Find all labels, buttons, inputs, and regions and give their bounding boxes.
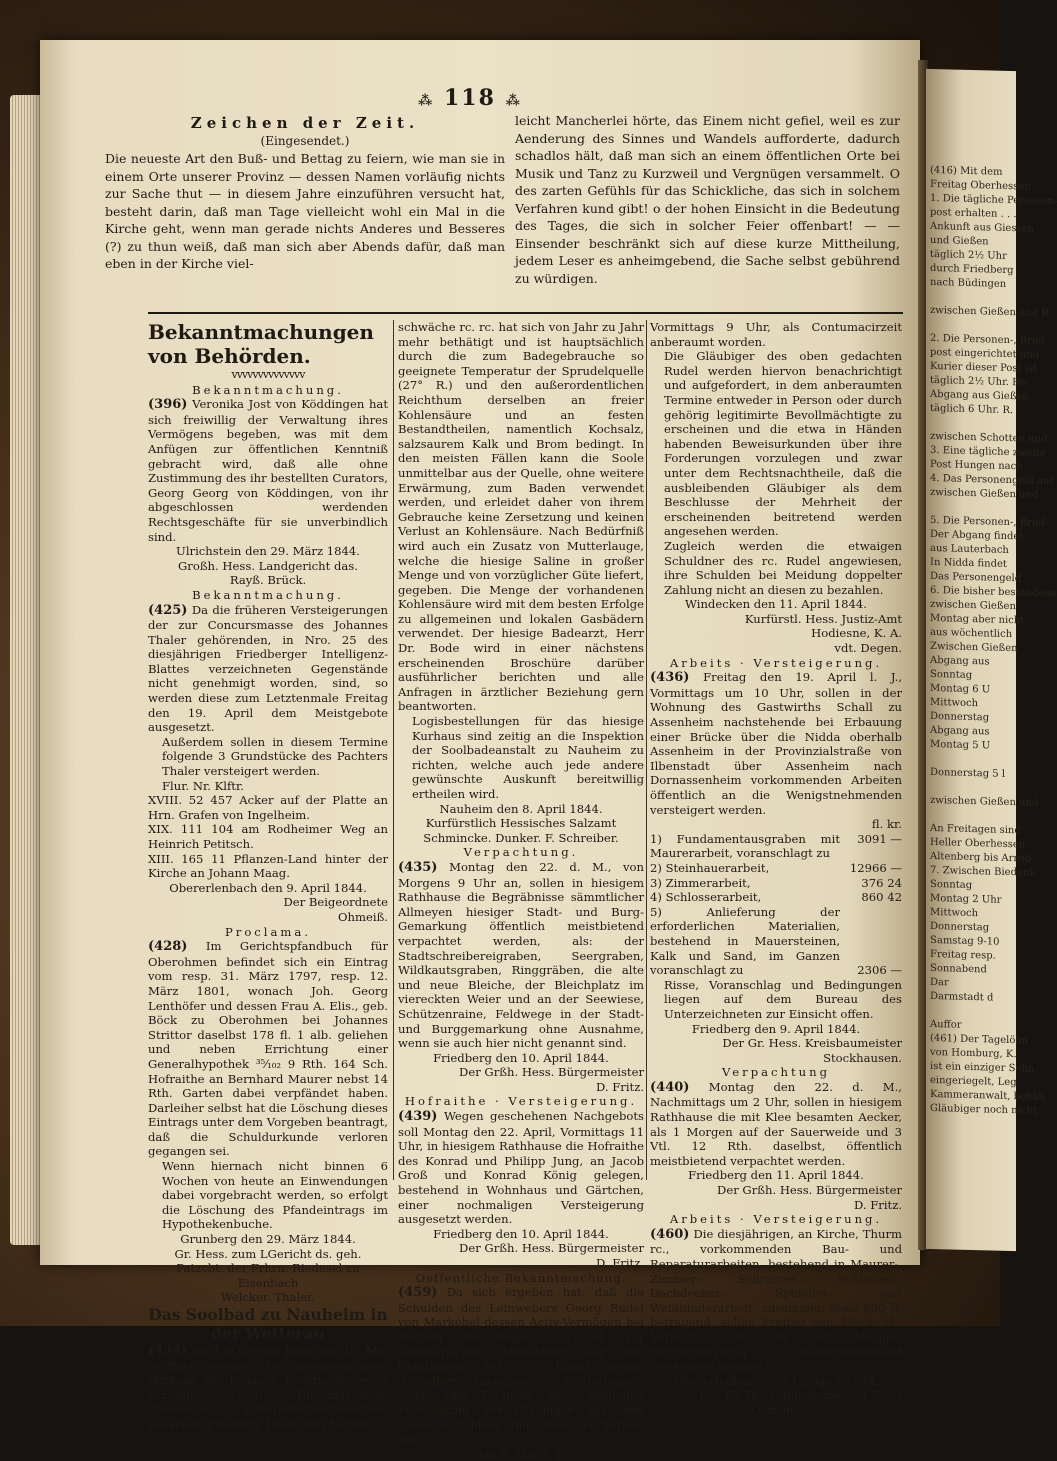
notice-number: (439) — [398, 1109, 438, 1125]
right-page-line: Ankunft aus Giessen — [930, 220, 1034, 235]
column-divider-2 — [646, 320, 647, 1180]
cost-label: 3) Zimmerarbeit, — [650, 875, 751, 890]
cost-label: 1) Fundamentausgraben mit Maurerarbeit, voranschlagt zu — [650, 831, 840, 861]
right-page-line: post eingerichtet und — [930, 346, 1040, 361]
right-page-line: eingeriegelt, Leg. — [930, 1074, 1020, 1089]
notice-title: Bekanntmachung. — [192, 587, 344, 602]
decorative-rule: ᴠᴠᴠᴠᴠᴠᴠᴠᴠᴠᴠᴠᴠᴠ — [231, 368, 305, 381]
article-text-right: leicht Mancherlei hörte, das Einem nicht gefiel, weil es zur Aenderung des Sinnes und Wandels aufforderte, dadurch schadlos hält, daß man sich an einem öffentlichen Orte bei Musik und Tanz zu Kurzweil und Vergnügen versammelt. O des zarten Gefühls für das Schickliche, das sich in solchem Verfahren kund gibt! o der hohen Einsicht in die Bedeutung des Tages, die sich in solcher Feier offenbart! — — Einsender beschränkt sich auf diese kurze Mittheilung, jedem Leser es anheimgebend, die Sache selbst gebührend zu würdigen. — [515, 113, 900, 286]
notice-date: den 9. Mai d. J., — [474, 1446, 568, 1461]
right-page-line: Sonntag — [930, 878, 973, 892]
parcel-row: XIX. 111 104 am Rodheimer Weg an Heinrich Petitsch. — [148, 822, 388, 851]
top-article-left — [105, 115, 505, 273]
notice-title: Arbeits · Versteigerung. — [669, 655, 883, 670]
notice-number: (425) — [148, 602, 188, 618]
notice-authority: Gr. Hess. zum LGericht ds. geh. — [174, 1246, 362, 1261]
notice-number: (435) — [398, 859, 438, 875]
notice-place-date: Obererlenbach den 9. April 1844. — [169, 880, 367, 895]
right-page-line: Auffor — [930, 1018, 962, 1031]
notice-authority: Patzcht. der Frhrn. Riedesel zu Eisenbach — [176, 1261, 360, 1290]
right-page-line: 1. Die tägliche Personen- — [930, 192, 1057, 208]
right-page-line: Kurier dieser Post ist — [930, 360, 1038, 375]
notice-heading: Das Soolbad zu Nauheim in der Wetterau — [148, 1305, 388, 1343]
column-1 — [148, 320, 388, 1432]
parcel-table-head: Flur. Nr. Klftr. — [162, 778, 244, 793]
right-page-line: Donnerstag — [930, 710, 990, 724]
right-page-line: von Homburg, K. — [930, 1046, 1017, 1061]
header-ornament-right: ⁂ — [505, 93, 522, 109]
right-page-line: Mittwoch — [930, 696, 979, 710]
notice-place-date: Grunberg den 29. März 1844. — [180, 1232, 356, 1247]
cost-value: 860 42 — [861, 890, 902, 905]
notice-place-date: Friedberg den 10. April 1844. — [433, 1226, 609, 1241]
notice-number: (459) — [398, 1285, 438, 1301]
parcel-row: XVIII. 52 457 Acker auf der Platte an Hrn. Grafen von Ingelheim. — [148, 793, 388, 822]
notice-place-date: Friedberg den 11. April 1844. — [688, 1168, 864, 1183]
right-page-line: (461) Der Tagelöhn — [930, 1032, 1029, 1047]
notice-text: schwäche rc. rc. hat sich von Jahr zu Jahr mehr bethätigt und ist hauptsächlich durch die zum Badegebrauche so geeignete Temperatur der Sprudelquelle (27° R.) und den außerordentlichen Reichthum derselben an freier Kohlensäure und an festen Bestandtheilen, namentlich Kochsalz, salzsaurem Kalk und Brom bedingt. In den meisten Fällen kann die Soole unmittelbar aus der Quelle, ohne weitere Erwärmung, zum Baden verwendet werden, und erleidet daher von ihrem Gebrauche keine Zersetzung und keinen Verlust an Kohlensäure. Nach Bedürfniß wird auch ein Zusatz von Mutterlauge, welche die hiesige Saline in großer Menge und von vorzüglicher Güte liefert, gegeben. Die Menge der vorhandenen Kohlensäure wird mit dem besten Erfolge zu allgemeinen und lokalen Gasbädern verwendet. Der hiesige Badearzt, Herr Dr. Bode wird in einer nächstens erscheinenden Broschüre darüber ausführlicher berichten und alle Anfragen in ärztlicher Beziehung gern beantworten. — [398, 320, 644, 714]
notice-place-date: Nauheim den 8. April 1844. — [439, 801, 603, 816]
notice-place-date: Friedberg den 10. April 1844. — [433, 1050, 609, 1065]
cost-item — [650, 832, 902, 861]
notice-authority: Großh. Hess. Landgericht das. — [178, 558, 358, 573]
notice-text: Die diesjährigen, an Kirche, Thurm rc., vorkommenden Bau- und Reparaturarbeiten, bestehend in Maurer-, Zimmer-, Schreiner-, Schlosser-, Dachdecker-, Spengler- und Weißbinderarbeit, zusammen etwa 600 fl. betragend, sollen Freitag den 19. d. M., Vormittags 9 Uhr, auf hiesiger Bürgermeisterei wenigstnehmend versteigert werden. — [650, 1226, 902, 1374]
notice-place-date: Ulrichstein den 29. März 1844. — [176, 544, 360, 559]
right-page-line: aus Lauterbach — [930, 542, 1009, 556]
right-page-line: Samstag 9-10 — [930, 934, 1000, 948]
notice-number: (396) — [148, 397, 188, 413]
notice-authority: Der Grßh. Hess. Bürgermeister — [459, 1065, 644, 1080]
right-page-line: Altenberg bis Arnsb. — [930, 850, 1035, 865]
notice-text: Da sich ergeben hat, daß die Schulden des Leinwebers Georg Rudel von Markobel dessen Activ-Vermögen bei Weitem übersteigen, so ist zur summarischen Anmeldung der den Gläubigern des rc. Rudel gegen denselben zustehenden Forderungen, sowie zum Versuche einer gütlichen Vereinigung der Gläubiger mit dem Gemeinschuldner und unter sich Termin auf — [398, 1285, 644, 1447]
cost-item — [650, 876, 902, 891]
cost-value: 376 24 — [861, 875, 902, 890]
right-page-line: durch Friedberg — [930, 262, 1014, 277]
notice-text: wird in diesem Jahre am 15. Mai eröffnet werden. Die ausgezeichnete Wirkung der hiesigen Soolquelle gegen Scrofeln, Gicht, Rheumatismus, chronische Unterleibsbeschwerden, bösartige Flechten, Haut- und Nerven- — [148, 1343, 388, 1431]
notice-place-date: Windecken den 11. April 1844. — [685, 597, 867, 612]
notice-text: Zugleich werden die etwaigen Schuldner des rc. Rudel angewiesen, ihre Schulden bei Meidung doppelter Zahlung nicht an diesen zu bezahlen. — [664, 538, 902, 597]
right-page-line: Heller Oberhessen — [930, 836, 1026, 851]
notice-signature: D. Fritz. — [596, 1079, 644, 1094]
notice-place-date: Obererlenbach den 12. April 1844. — [673, 1373, 879, 1388]
right-page-line: ist ein einziger Sohn — [930, 1060, 1035, 1075]
right-page-line: 2. Die Personen-, Brief- — [930, 332, 1048, 348]
right-page-line: zwischen Gießen — [930, 598, 1016, 613]
notice-title: Hofraithe · Versteigerung. — [404, 1094, 638, 1109]
notice-title: Verpachtung — [721, 1065, 831, 1080]
right-page-line: 5. Die Personen-, Brief- — [930, 514, 1048, 530]
right-page-line: zwischen Gießen und — [930, 486, 1039, 501]
notice-text: Montag den 22. d. M., Nachmittags um 2 Uhr, sollen in hiesigem Rathhause die mit Klee besamten Aecker, als 1 Morgen auf der Sauerweide und 3 Vtl. 12 Rth. daselbst, öffentlich meistbietend verpachtet werden. — [650, 1079, 902, 1168]
cost-value: 2306 — — [857, 963, 902, 978]
right-page-line: 4. Das Personengeld auf — [930, 472, 1054, 488]
right-page-line: Post Hungen nach — [930, 458, 1023, 473]
notice-title: Verpachtung. — [463, 845, 579, 860]
right-page-line: täglich 2½ Uhr. Re- — [930, 374, 1029, 389]
notice-text: Montag den 22. d. M., von Morgens 9 Uhr an, sollen in hiesigem Rathhause die Begräbnisse sämmtlicher Allmeyen hiesiger Stadt- und Burg-Gemarkung öffentlich meistbietend verpachtet werden, als: der Stadtschreibereigraben, Seergraben, Wildkautsgraben, Ringgräben, die alte und neue Bleiche, der Bleichplatz im viereckten Weier und an der Seewiese, Schützenraine, Feldwege in der Stadt- und Burggemarkung ohne Ausnahme, wenn sie auch hier nicht genannt sind. — [398, 859, 644, 1051]
right-page-line: zwischen Gießen und — [930, 794, 1039, 809]
cost-item — [650, 905, 902, 978]
cost-value: 12966 — — [849, 860, 902, 875]
right-page-line: täglich 2½ Uhr — [930, 248, 1007, 262]
notice-signature: Ohmeiß. — [751, 1402, 801, 1417]
notice-text: Da die früheren Versteigerungen der zur Concursmasse des Johannes Thaler gehörenden, in Nro. 25 des diesjährigen Friedberger Intelligenz-Blattes verzeichneten Gegenstände nicht genehmigt worden, sind, so werden diese zum Letztenmale Freitag den 19. April dem Meistgebote ausgesetzt. — [148, 602, 389, 735]
right-page-line: Freitag Oberhessen — [930, 178, 1031, 193]
notice-signature: Stockhausen. — [823, 1050, 902, 1065]
notice-authority: Der Grßh. Hess. Bürgermeister — [717, 1183, 902, 1198]
notice-title: Arbeits · Versteigerung. — [669, 1212, 883, 1227]
article-text-left: Die neueste Art den Buß- und Bettag zu feiern, wie man sie in einem Orte unserer Provinz — dessen Namen vorläufig nichts zur Sache thut — in diesem Jahre einzuführen versucht hat, besteht darin, daß man Tage vielleicht wohl ein Mal in die Kirche geht, wenn man gerade nichts Anderes und Besseres (?) zu thun weiß, daß man sich aber Abends dafür, daß man eben in der Kirche viel- — [105, 151, 505, 271]
top-article-right — [515, 112, 900, 287]
notice-text: Risse, Voranschlag und Bedingungen liegen auf dem Bureau des Unterzeichneten zur Einsicht offen. — [664, 977, 902, 1021]
right-page-line: 7. Zwischen Biedenk. — [930, 864, 1039, 879]
notice-signature: Welcker. Thaler. — [220, 1290, 316, 1305]
notice-authority: Der Gr. Hess. Bürgermeister-Vicar — [699, 1388, 902, 1403]
column-2 — [398, 320, 644, 1461]
page-number: 118 — [444, 85, 496, 111]
column-3 — [650, 320, 902, 1418]
notice-title: Bekanntmachung. — [192, 382, 344, 397]
right-page-line: Der Abgang findet — [930, 528, 1024, 543]
right-page-line: Gläubiger noch nicht — [930, 1102, 1037, 1117]
right-page-line: In Nidda findet — [930, 556, 1007, 570]
right-page-line: aus wöchentlich — [930, 626, 1013, 641]
header-ornament-left: ⁂ — [418, 93, 435, 109]
right-page-line: zwischen Gießen und R. — [930, 304, 1053, 320]
right-page-line: Abgang aus Gießen — [930, 388, 1029, 403]
right-page-text — [926, 69, 1057, 1118]
notice-title: Oeffentliche Bekanntmachung. — [415, 1270, 627, 1285]
right-page-line: An Freitagen sind — [930, 822, 1021, 837]
right-page-line: Abgang aus — [930, 654, 990, 668]
notice-authority: Der Beigeordnete — [283, 895, 388, 910]
cost-value: 3091 — — [857, 831, 902, 846]
cost-label: 4) Schlosserarbeit, — [650, 890, 762, 905]
section-heading: Bekanntmachungen von Behörden. — [148, 320, 374, 368]
right-page-line: post erhalten . . . — [930, 206, 1017, 221]
right-page-line: Mittwoch — [930, 906, 979, 920]
notice-text: Die Gläubiger des oben gedachten Rudel werden hiervon benachrichtigt und aufgefordert, in dem anberaumten Termine entweder in Person oder durch gehörig legitimirte Bevollmächtigte zu erscheinen und die etwa in Händen habenden Beweisurkunden über ihre Forderungen vorzulegen und zwar unter dem Rechtsnachtheile, daß die ausbleibenden Gläubiger als dem Beschlusse der Mehrheit der erscheinenden beitretend werden angesehen werden. — [664, 349, 902, 539]
notice-text: Logisbestellungen für das hiesige Kurhaus sind zeitig an die Inspektion der Soolbadeanstalt zu Nauheim zu richten, welche auch jede andere gewünschte Auskunft bereitwillig ertheilen wird. — [412, 714, 644, 801]
cost-item — [650, 890, 902, 905]
notice-text: Wegen geschehenen Nachgebots soll Montag den 22. April, Vormittags 11 Uhr, in hiesigem Rathhause die Hofraithe des Konrad und Philipp Jung, an Jacob Groß und Konrad König gelegen, bestehend in Wohnhaus und Gärtchen, einer nochmaligen Versteigerung ausgesetzt werden. — [398, 1109, 644, 1227]
right-page-line: Montag 6 U — [930, 682, 991, 696]
notice-text: Vormittags 9 Uhr, als Contumacirzeit anberaumt worden. — [650, 320, 902, 349]
right-page-partial — [926, 69, 1057, 1251]
right-page-line: Dar — [930, 976, 949, 989]
article-title: Zeichen der Zeit. — [190, 114, 420, 132]
right-page-line: Montag 2 Uhr — [930, 892, 1002, 906]
right-page-line: Donnerstag — [930, 920, 990, 934]
cost-units: fl. kr. — [871, 817, 902, 832]
notice-authority: Der Grßh. Hess. Bürgermeister — [459, 1241, 644, 1256]
right-page-line: Montag 5 U — [930, 738, 991, 752]
notice-text: Wenn hiernach nicht binnen 6 Wochen von heute an Einwendungen dabei vorgebracht werden, so erfolgt die Löschung des Pfandeintrags im Hypothekenbuche. — [162, 1159, 388, 1232]
cost-item — [650, 861, 902, 876]
notice-signature: D. Fritz. — [596, 1256, 644, 1270]
notice-authority: Kurfürstlich Hessisches Salzamt — [425, 816, 617, 831]
right-page-line: nach Büdingen — [930, 276, 1007, 290]
notice-signature: Ohmeiß. — [338, 909, 388, 924]
right-page-line: Montag aber nicht — [930, 612, 1025, 627]
notice-authority: Der Gr. Hess. Kreisbaumeister — [722, 1036, 902, 1051]
right-page-line: Kammeranwalt, behält — [930, 1088, 1046, 1103]
notice-number: (440) — [650, 1079, 690, 1095]
notice-authority: Kurfürstl. Hess. Justiz-Amt — [744, 611, 902, 626]
notice-signature: Hodiesne, K. A. — [811, 626, 902, 641]
notice-signature: D. Fritz. — [854, 1197, 902, 1212]
column-divider-1 — [393, 320, 394, 1180]
parcel-row: XIII. 165 11 Pflanzen-Land hinter der Kirche an Johann Maag. — [148, 851, 388, 881]
notice-place-date: Friedberg den 9. April 1844. — [691, 1021, 861, 1036]
notice-number: (436) — [650, 670, 690, 686]
article-subtitle: (Eingesendet.) — [260, 133, 350, 148]
notice-signature: Rayß. Brück. — [229, 573, 307, 588]
right-page-line: Sonnabend — [930, 962, 987, 976]
right-page-line: täglich 6 Uhr. R. — [930, 402, 1014, 417]
right-page-line: (416) Mit dem — [930, 164, 1003, 178]
notice-text: Im Gerichtspfandbuch für Oberohmen befindet sich ein Eintrag vom resp. 31. März 1797, resp. 12. März 1801, wonach Joh. Georg Lenthöfer und dessen Frau A. Elis., geb. Böck zu Oberohmen bei Johannes Strittor daselbst 178 fl. 1 alb. geliehen und neben Errichtung einer Generalhypothek ³⁵⁄₁₀₂ 9 Rth. 164 Sch. Hofraithe an Bernhard Maurer nebst 14 Rth. Garten dabei verpfändet haben. Darleiher selbst hat die Löschung dieses Eintrags unter dem Vorgeben beantragt, daß die Schuldurkunde verloren gegangen sei. — [148, 939, 388, 1159]
notice-text: Freitag den 19. April l. J., Vormittags um 10 Uhr, sollen in der Wohnung des Gastwirths Schall zu Assenheim nachstehende bei Erbauung einer Brücke über die Nidda oberhalb Assenheim in der Provinzialstraße von Ilbenstadt über Assenheim nach Dornassenheim vorkommenden Arbeiten öffentlich an die Wenigstnehmenden versteigert werden. — [650, 670, 903, 817]
section-rule — [148, 312, 903, 314]
right-page-line: Abgang aus — [930, 724, 990, 738]
cost-label: 2) Steinhauerarbeit, — [650, 860, 770, 875]
notice-text: Außerdem sollen in diesem Termine folgende 3 Grundstücke des Pachters Thaler versteigert werden. — [162, 734, 388, 779]
cost-label: 5) Anlieferung der erforderlichen Materialien, bestehend in Mauersteinen, Kalk und Sand, im Ganzen voranschlagt zu — [650, 904, 840, 978]
notice-signature: vdt. Degen. — [834, 641, 902, 656]
right-page-line: 6. Die bisher bestandene — [930, 584, 1057, 600]
notice-title: Proclama. — [224, 924, 312, 939]
right-page-line: Donnerstag 5 l — [930, 766, 1006, 780]
page-header — [418, 85, 522, 111]
right-page-line: Das Personengeld — [930, 570, 1022, 585]
notice-text: Veronika Jost von Köddingen hat sich freiwillig der Verwaltung ihres Vermögens begeben, was mit dem Anfügen zur öffentlichen Kenntniß gebracht wird, daß alle ohne Zustimmung des ihr bestellten Curators, Georg Georg von Köddingen, von ihr abgeschlossen werdenden Rechtsgeschäfte für sie unverbindlich sind. — [148, 397, 389, 544]
notice-number: (434) — [148, 1343, 188, 1358]
right-page-line: und Gießen — [930, 234, 989, 248]
notice-number: (460) — [650, 1226, 690, 1242]
right-page-line: 3. Eine tägliche zweite — [930, 444, 1046, 459]
notice-number: (428) — [148, 939, 188, 955]
right-page-line: Sonntag — [930, 668, 973, 682]
right-page-line: Freitag resp. — [930, 948, 996, 962]
right-page-line: Darmstadt d — [930, 990, 994, 1004]
right-page-line: zwischen Schotten und — [930, 430, 1048, 446]
notice-signature: Schmincke. Dunker. F. Schreiber. — [423, 830, 619, 845]
right-page-line: Zwischen Gießen — [930, 640, 1018, 655]
